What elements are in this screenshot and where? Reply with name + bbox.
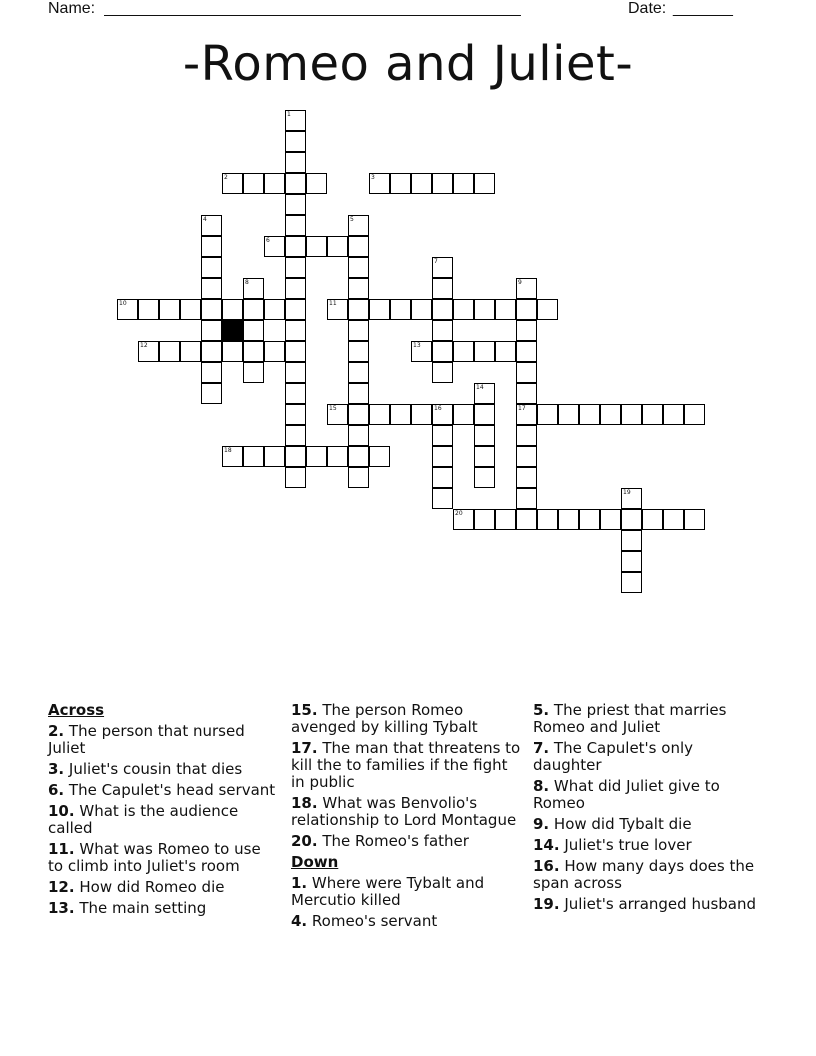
crossword-cell[interactable] [285, 383, 306, 404]
crossword-cell[interactable] [201, 299, 222, 320]
crossword-cell[interactable] [432, 362, 453, 383]
crossword-cell[interactable] [180, 341, 201, 362]
crossword-cell[interactable] [180, 299, 201, 320]
crossword-cell[interactable] [369, 299, 390, 320]
clue-text: How did Tybalt die [553, 815, 692, 833]
crossword-cell[interactable] [537, 509, 558, 530]
crossword-cell[interactable] [453, 509, 474, 530]
crossword-cell[interactable] [432, 278, 453, 299]
crossword-cell[interactable] [243, 341, 264, 362]
cell-number: 11 [329, 300, 337, 307]
clue-number: 13. [48, 899, 75, 917]
crossword-cell[interactable] [285, 236, 306, 257]
crossword-cell[interactable] [663, 509, 684, 530]
clue-down-16 [533, 858, 763, 892]
clue-text: The main setting [79, 899, 207, 917]
cell-number: 14 [476, 384, 484, 391]
crossword-cell[interactable] [516, 404, 537, 425]
crossword-cell[interactable] [537, 299, 558, 320]
crossword-cell[interactable] [474, 299, 495, 320]
cell-number: 6 [266, 237, 270, 244]
crossword-cell[interactable] [600, 509, 621, 530]
clue-across-18 [291, 795, 521, 829]
clue-across-17 [291, 740, 521, 791]
crossword-cell[interactable] [285, 278, 306, 299]
crossword-cell[interactable] [138, 341, 159, 362]
crossword-cell[interactable] [201, 236, 222, 257]
clue-down-9 [533, 816, 763, 833]
clue-number: 12. [48, 878, 75, 896]
clue-down-4 [291, 913, 521, 930]
crossword-cell[interactable] [432, 467, 453, 488]
crossword-cell[interactable] [516, 488, 537, 509]
crossword-cell[interactable] [516, 383, 537, 404]
clue-number: 1. [291, 874, 308, 892]
crossword-cell[interactable] [432, 425, 453, 446]
clue-number: 9. [533, 815, 550, 833]
cell-number: 16 [434, 405, 442, 412]
crossword-cell[interactable] [432, 341, 453, 362]
clue-text: What did Juliet give to Romeo [533, 777, 720, 812]
cell-number: 7 [434, 258, 438, 265]
crossword-cell[interactable] [348, 425, 369, 446]
cell-number: 15 [329, 405, 337, 412]
cell-number: 19 [623, 489, 631, 496]
crossword-cell[interactable] [474, 509, 495, 530]
cell-number: 4 [203, 216, 207, 223]
crossword-cell[interactable] [432, 488, 453, 509]
clue-text: How many days does the span across [533, 857, 755, 892]
across-heading: Across [48, 701, 105, 719]
crossword-cell[interactable] [243, 299, 264, 320]
crossword-cell[interactable] [621, 488, 642, 509]
clue-down-14 [533, 837, 763, 854]
clue-across-20 [291, 833, 521, 850]
crossword-cell[interactable] [159, 341, 180, 362]
cell-number: 13 [413, 342, 421, 349]
clue-down-7 [533, 740, 763, 774]
clue-text: Romeo's servant [311, 912, 438, 930]
clue-text: The priest that marries Romeo and Juliet [533, 701, 727, 736]
crossword-cell[interactable] [264, 236, 285, 257]
crossword-cell[interactable] [264, 446, 285, 467]
crossword-cell[interactable] [432, 446, 453, 467]
crossword-cell[interactable] [432, 299, 453, 320]
crossword-cell[interactable] [453, 299, 474, 320]
crossword-cell[interactable] [453, 173, 474, 194]
clue-text: Where were Tybalt and Mercutio killed [291, 874, 485, 909]
crossword-cell[interactable] [285, 467, 306, 488]
clue-text: The Capulet's head servant [68, 781, 276, 799]
crossword-cell[interactable] [369, 404, 390, 425]
clue-down-8 [533, 778, 763, 812]
name-field[interactable]: _________________________________________________ [104, 0, 521, 17]
crossword-cell[interactable] [432, 257, 453, 278]
clue-number: 18. [291, 794, 318, 812]
clue-number: 15. [291, 701, 318, 719]
crossword-cell[interactable] [285, 362, 306, 383]
clue-number: 6. [48, 781, 65, 799]
crossword-cell[interactable] [285, 215, 306, 236]
down-heading: Down [291, 853, 339, 871]
crossword-cell[interactable] [327, 446, 348, 467]
clue-number: 14. [533, 836, 560, 854]
crossword-cell[interactable] [516, 425, 537, 446]
clue-text: What was Romeo to use to climb into Juliet's room [48, 840, 261, 875]
clue-number: 11. [48, 840, 75, 858]
clue-number: 17. [291, 739, 318, 757]
cell-number: 10 [119, 300, 127, 307]
clue-number: 19. [533, 895, 560, 913]
clue-across-11 [48, 841, 278, 875]
clue-across-12 [48, 879, 278, 896]
cell-number: 17 [518, 405, 526, 412]
clue-number: 10. [48, 802, 75, 820]
crossword-cell[interactable] [285, 341, 306, 362]
crossword-cell[interactable] [306, 446, 327, 467]
clue-down-5 [533, 702, 763, 736]
crossword-cell[interactable] [285, 152, 306, 173]
crossword-cell[interactable] [285, 194, 306, 215]
clue-number: 2. [48, 722, 65, 740]
crossword-cell[interactable] [411, 299, 432, 320]
cell-number: 9 [518, 279, 522, 286]
clue-down-1 [291, 875, 521, 909]
crossword-cell[interactable] [642, 509, 663, 530]
crossword-cell[interactable] [285, 404, 306, 425]
crossword-cell[interactable] [474, 173, 495, 194]
clue-across-6 [48, 782, 278, 799]
crossword-cell[interactable] [684, 404, 705, 425]
crossword-cell[interactable] [432, 404, 453, 425]
clues-column-3 [533, 702, 763, 917]
crossword-cell[interactable] [621, 530, 642, 551]
crossword-cell[interactable] [537, 404, 558, 425]
crossword-cell[interactable] [306, 236, 327, 257]
crossword-cell[interactable] [243, 446, 264, 467]
crossword-cell[interactable] [201, 362, 222, 383]
crossword-cell[interactable] [243, 173, 264, 194]
crossword-cell[interactable] [285, 446, 306, 467]
cell-number: 1 [287, 111, 291, 118]
clue-text: The man that threatens to kill the to families if the fight in public [291, 739, 521, 791]
crossword-cell[interactable] [348, 299, 369, 320]
crossword-cell[interactable] [243, 278, 264, 299]
clue-text: What is the audience called [48, 802, 239, 837]
clue-across-10 [48, 803, 278, 837]
crossword-cell[interactable] [222, 341, 243, 362]
crossword-cell[interactable] [432, 173, 453, 194]
crossword-cell[interactable] [411, 341, 432, 362]
crossword-cell[interactable] [474, 383, 495, 404]
crossword-cell[interactable] [348, 215, 369, 236]
crossword-cell[interactable] [201, 215, 222, 236]
clue-number: 16. [533, 857, 560, 875]
crossword-cell[interactable] [411, 404, 432, 425]
crossword-cell[interactable] [390, 299, 411, 320]
crossword-cell[interactable] [222, 446, 243, 467]
crossword-cell[interactable] [348, 404, 369, 425]
clue-across-15 [291, 702, 521, 736]
crossword-cell[interactable] [327, 299, 348, 320]
crossword-cell[interactable] [348, 236, 369, 257]
crossword-cell[interactable] [516, 509, 537, 530]
crossword-cell[interactable] [285, 173, 306, 194]
clue-number: 8. [533, 777, 550, 795]
crossword-cell[interactable] [264, 341, 285, 362]
crossword-cell[interactable] [516, 299, 537, 320]
date-field[interactable]: _______ [673, 0, 733, 17]
crossword-cell[interactable] [390, 404, 411, 425]
crossword-cell[interactable] [117, 299, 138, 320]
crossword-cell[interactable] [348, 467, 369, 488]
crossword-cell[interactable] [222, 299, 243, 320]
clue-number: 7. [533, 739, 550, 757]
cell-number: 20 [455, 510, 463, 517]
clue-text: The person that nursed Juliet [48, 722, 245, 757]
crossword-cell[interactable] [285, 131, 306, 152]
cell-number: 2 [224, 174, 228, 181]
clue-text: What was Benvolio's relationship to Lord Montague [291, 794, 517, 829]
crossword-cell[interactable] [348, 257, 369, 278]
crossword-cell[interactable] [369, 173, 390, 194]
shaded-cell [222, 320, 243, 341]
clue-text: The Capulet's only daughter [533, 739, 693, 774]
cell-number: 18 [224, 447, 232, 454]
crossword-cell[interactable] [516, 362, 537, 383]
crossword-cell[interactable] [579, 404, 600, 425]
crossword-cell[interactable] [390, 173, 411, 194]
clue-text: Juliet's true lover [564, 836, 692, 854]
crossword-cell[interactable] [579, 509, 600, 530]
cell-number: 8 [245, 279, 249, 286]
crossword-cell[interactable] [285, 425, 306, 446]
crossword-cell[interactable] [327, 404, 348, 425]
crossword-cell[interactable] [285, 110, 306, 131]
clue-number: 5. [533, 701, 550, 719]
crossword-cell[interactable] [516, 278, 537, 299]
crossword-cell[interactable] [348, 446, 369, 467]
crossword-cell[interactable] [495, 341, 516, 362]
crossword-cell[interactable] [201, 341, 222, 362]
clue-number: 3. [48, 760, 65, 778]
clue-text: Juliet's arranged husband [564, 895, 757, 913]
crossword-cell[interactable] [684, 509, 705, 530]
crossword-cell[interactable] [138, 299, 159, 320]
clues-column-1 [48, 702, 278, 921]
page-title: -Romeo and Juliet- [182, 36, 634, 92]
crossword-cell[interactable] [621, 572, 642, 593]
crossword-cell[interactable] [348, 341, 369, 362]
clue-down-19 [533, 896, 763, 913]
clue-across-3 [48, 761, 278, 778]
crossword-cell[interactable] [201, 320, 222, 341]
crossword-cell[interactable] [264, 173, 285, 194]
crossword-cell[interactable] [264, 299, 285, 320]
name-label: Name: [48, 0, 96, 17]
crossword-cell[interactable] [474, 425, 495, 446]
clues-column-2 [291, 702, 521, 934]
clue-number: 20. [291, 832, 318, 850]
crossword-cell[interactable] [243, 362, 264, 383]
crossword-cell[interactable] [495, 509, 516, 530]
crossword-cell[interactable] [159, 299, 180, 320]
clue-text: Juliet's cousin that dies [68, 760, 243, 778]
crossword-cell[interactable] [348, 320, 369, 341]
clue-across-13 [48, 900, 278, 917]
crossword-cell[interactable] [369, 446, 390, 467]
clue-text: How did Romeo die [79, 878, 225, 896]
crossword-cell[interactable] [201, 257, 222, 278]
crossword-cell[interactable] [474, 404, 495, 425]
crossword-cell[interactable] [411, 173, 432, 194]
crossword-cell[interactable] [474, 467, 495, 488]
crossword-cell[interactable] [348, 278, 369, 299]
crossword-cell[interactable] [495, 299, 516, 320]
crossword-cell[interactable] [348, 383, 369, 404]
crossword-cell[interactable] [285, 257, 306, 278]
crossword-cell[interactable] [306, 173, 327, 194]
crossword-cell[interactable] [663, 404, 684, 425]
crossword-cell[interactable] [558, 509, 579, 530]
crossword-cell[interactable] [285, 299, 306, 320]
cell-number: 5 [350, 216, 354, 223]
crossword-cell[interactable] [642, 404, 663, 425]
crossword-cell[interactable] [516, 341, 537, 362]
crossword-cell[interactable] [432, 320, 453, 341]
clue-across-2 [48, 723, 278, 757]
clue-number: 4. [291, 912, 308, 930]
cell-number: 3 [371, 174, 375, 181]
crossword-cell[interactable] [621, 551, 642, 572]
crossword-cell[interactable] [222, 173, 243, 194]
crossword-cell[interactable] [453, 341, 474, 362]
crossword-cell[interactable] [516, 467, 537, 488]
crossword-cell[interactable] [453, 404, 474, 425]
crossword-cell[interactable] [243, 320, 264, 341]
crossword-cell[interactable] [201, 278, 222, 299]
cell-number: 12 [140, 342, 148, 349]
crossword-cell[interactable] [516, 320, 537, 341]
crossword-cell[interactable] [600, 404, 621, 425]
clue-text: The Romeo's father [322, 832, 469, 850]
crossword-cell[interactable] [474, 446, 495, 467]
crossword-cell[interactable] [621, 404, 642, 425]
crossword-cell[interactable] [474, 341, 495, 362]
crossword-cell[interactable] [201, 383, 222, 404]
crossword-cell[interactable] [327, 236, 348, 257]
crossword-cell[interactable] [621, 509, 642, 530]
crossword-cell[interactable] [348, 362, 369, 383]
date-label: Date: [628, 0, 667, 17]
clue-text: The person Romeo avenged by killing Tybalt [291, 701, 478, 736]
crossword-cell[interactable] [285, 320, 306, 341]
crossword-cell[interactable] [558, 404, 579, 425]
crossword-cell[interactable] [516, 446, 537, 467]
